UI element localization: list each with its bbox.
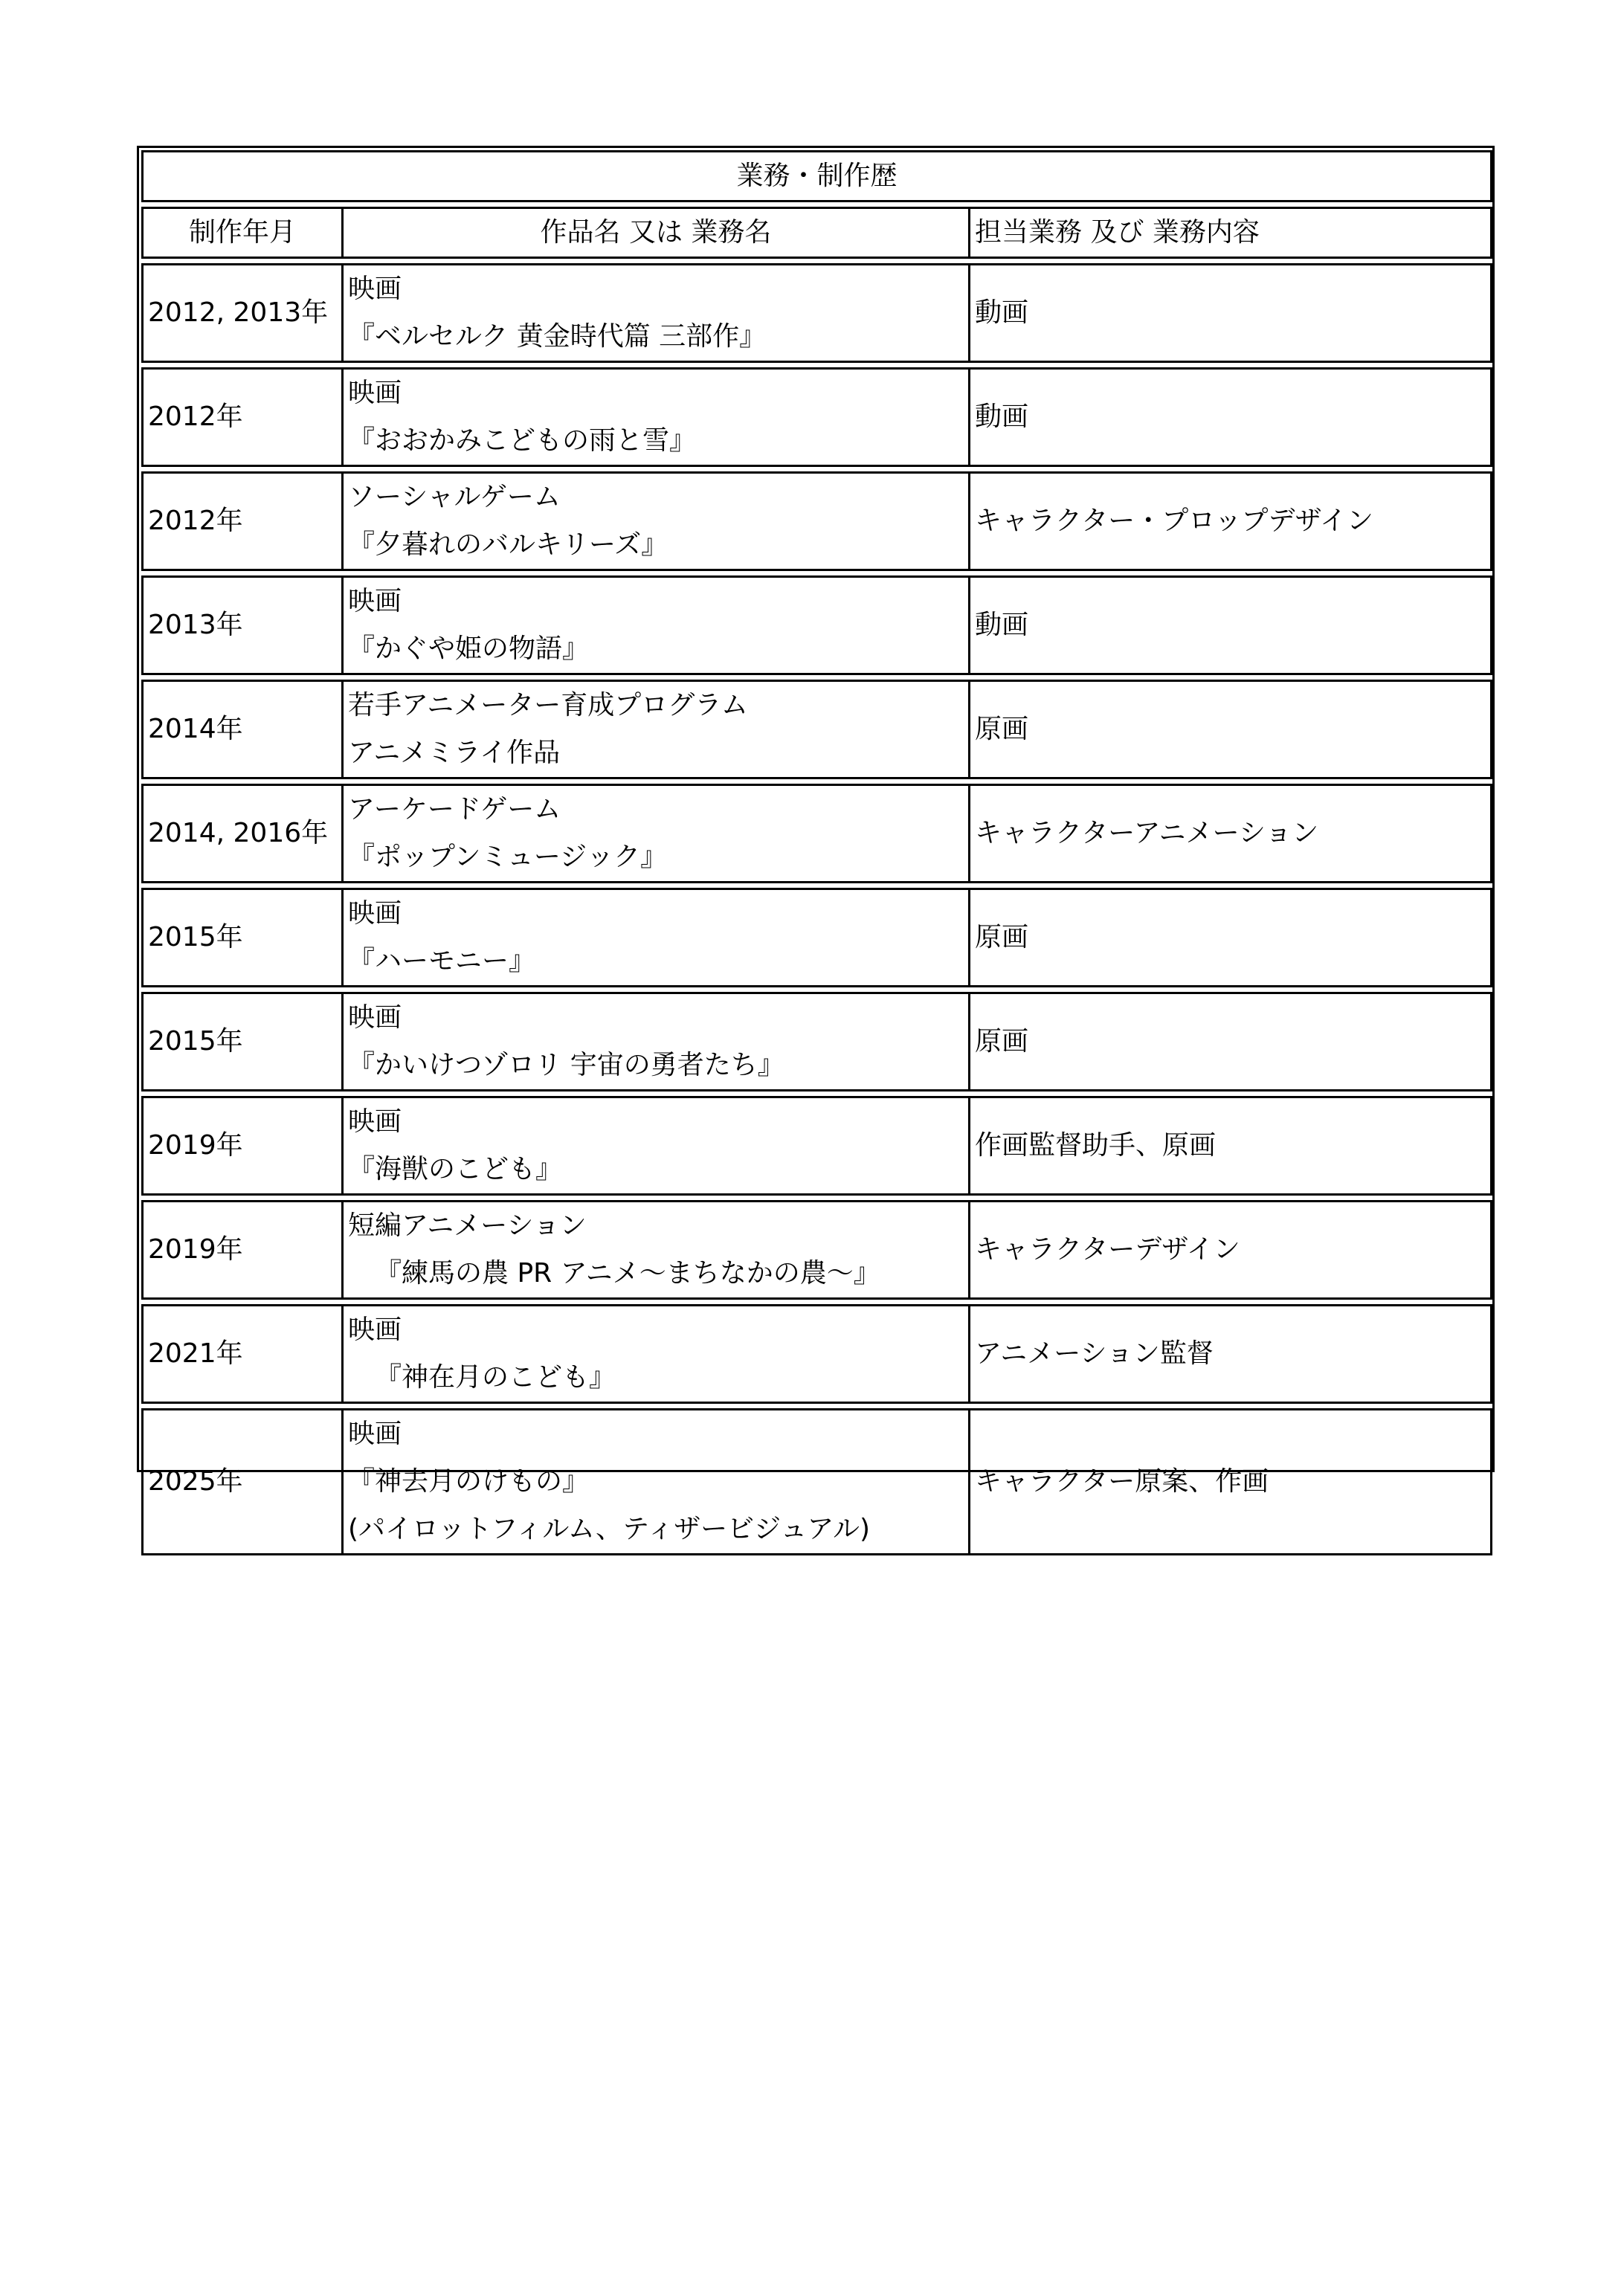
row-year: 2014, 2016年	[141, 784, 344, 883]
work-category: 若手アニメーター育成プログラム	[348, 690, 748, 720]
row-year: 2015年	[141, 888, 344, 987]
work-category: 映画	[348, 1106, 402, 1137]
row-work-title	[344, 367, 970, 467]
work-name: 『かぐや姫の物語』	[348, 633, 590, 664]
work-category: 映画	[348, 378, 402, 408]
work-name: 『かいけつゾロリ 宇宙の勇者たち』	[348, 1050, 784, 1080]
row-role: キャラクターデザイン	[970, 1200, 1492, 1300]
table-title: 業務・制作歴	[141, 150, 1492, 202]
row-role: 作画監督助手、原画	[970, 1096, 1492, 1196]
row-role: キャラクターアニメーション	[970, 784, 1492, 883]
table-row	[141, 263, 1492, 363]
work-name: 『ポップンミュージック』	[348, 842, 668, 872]
row-year: 2012年	[141, 471, 344, 571]
header-date: 制作年月	[141, 207, 344, 259]
row-work-title	[344, 575, 970, 675]
work-category: 短編アニメーション	[348, 1210, 587, 1241]
table-row	[141, 471, 1492, 571]
work-name: 『練馬の農 PR アニメ〜まちなかの農〜』	[375, 1258, 880, 1289]
work-name: 『神在月のこども』	[375, 1362, 616, 1393]
row-role: 原画	[970, 992, 1492, 1091]
row-role: アニメーション監督	[970, 1304, 1492, 1404]
work-name: 『ハーモニー』	[348, 946, 536, 976]
row-work-title	[344, 992, 970, 1091]
work-category: 映画	[348, 1002, 402, 1033]
work-category: 映画	[348, 586, 402, 616]
row-work-title	[344, 1304, 970, 1404]
row-work-title	[344, 888, 970, 987]
table-row	[141, 1408, 1492, 1555]
row-year: 2013年	[141, 575, 344, 675]
table-row	[141, 367, 1492, 467]
work-name: 『海獣のこども』	[348, 1154, 563, 1184]
row-role: 動画	[970, 367, 1492, 467]
work-name: アニメミライ作品	[348, 738, 561, 768]
row-work-title	[344, 784, 970, 883]
row-year: 2021年	[141, 1304, 344, 1404]
row-year: 2019年	[141, 1200, 344, 1300]
row-role: キャラクター・プロップデザイン	[970, 471, 1492, 571]
table-title-row	[141, 150, 1492, 202]
header-work-title: 作品名 又は 業務名	[344, 207, 970, 259]
row-year: 2014年	[141, 680, 344, 779]
table-row	[141, 784, 1492, 883]
work-category: ソーシャルゲーム	[348, 482, 561, 512]
row-work-title	[344, 471, 970, 571]
work-category: アーケードゲーム	[348, 794, 561, 825]
row-year: 2012, 2013年	[141, 263, 344, 363]
table-row	[141, 992, 1492, 1091]
row-year: 2019年	[141, 1096, 344, 1196]
work-history-table	[141, 146, 1492, 1560]
work-name: 『おおかみこどもの雨と雪』	[348, 425, 697, 456]
row-role: 動画	[970, 575, 1492, 675]
work-category: 映画	[348, 274, 402, 304]
table-row	[141, 1304, 1492, 1404]
work-category: 映画	[348, 1315, 402, 1345]
row-work-title	[344, 680, 970, 779]
table-row	[141, 1096, 1492, 1196]
work-note: (パイロットフィルム、ティザービジュアル)	[348, 1514, 871, 1544]
row-year: 2012年	[141, 367, 344, 467]
row-year: 2025年	[141, 1408, 344, 1555]
row-work-title	[344, 1096, 970, 1196]
row-role: 原画	[970, 680, 1492, 779]
table-row	[141, 680, 1492, 779]
row-work-title	[344, 1200, 970, 1300]
table-row	[141, 575, 1492, 675]
work-history-table-frame	[137, 146, 1495, 1544]
table-row	[141, 1200, 1492, 1300]
work-name: 『夕暮れのバルキリーズ』	[348, 529, 668, 560]
header-role: 担当業務 及び 業務内容	[970, 207, 1492, 259]
work-category: 映画	[348, 898, 402, 929]
row-year: 2015年	[141, 992, 344, 1091]
row-work-title	[344, 1408, 970, 1555]
table-row	[141, 888, 1492, 987]
row-work-title	[344, 263, 970, 363]
table-header-row	[141, 207, 1492, 259]
row-role: キャラクター原案、作画	[970, 1408, 1492, 1555]
work-category: 映画	[348, 1419, 402, 1449]
row-role: 原画	[970, 888, 1492, 987]
work-name: 『神去月のけもの』	[348, 1466, 590, 1497]
work-name: 『ベルセルク 黄金時代篇 三部作』	[348, 321, 767, 352]
row-role: 動画	[970, 263, 1492, 363]
